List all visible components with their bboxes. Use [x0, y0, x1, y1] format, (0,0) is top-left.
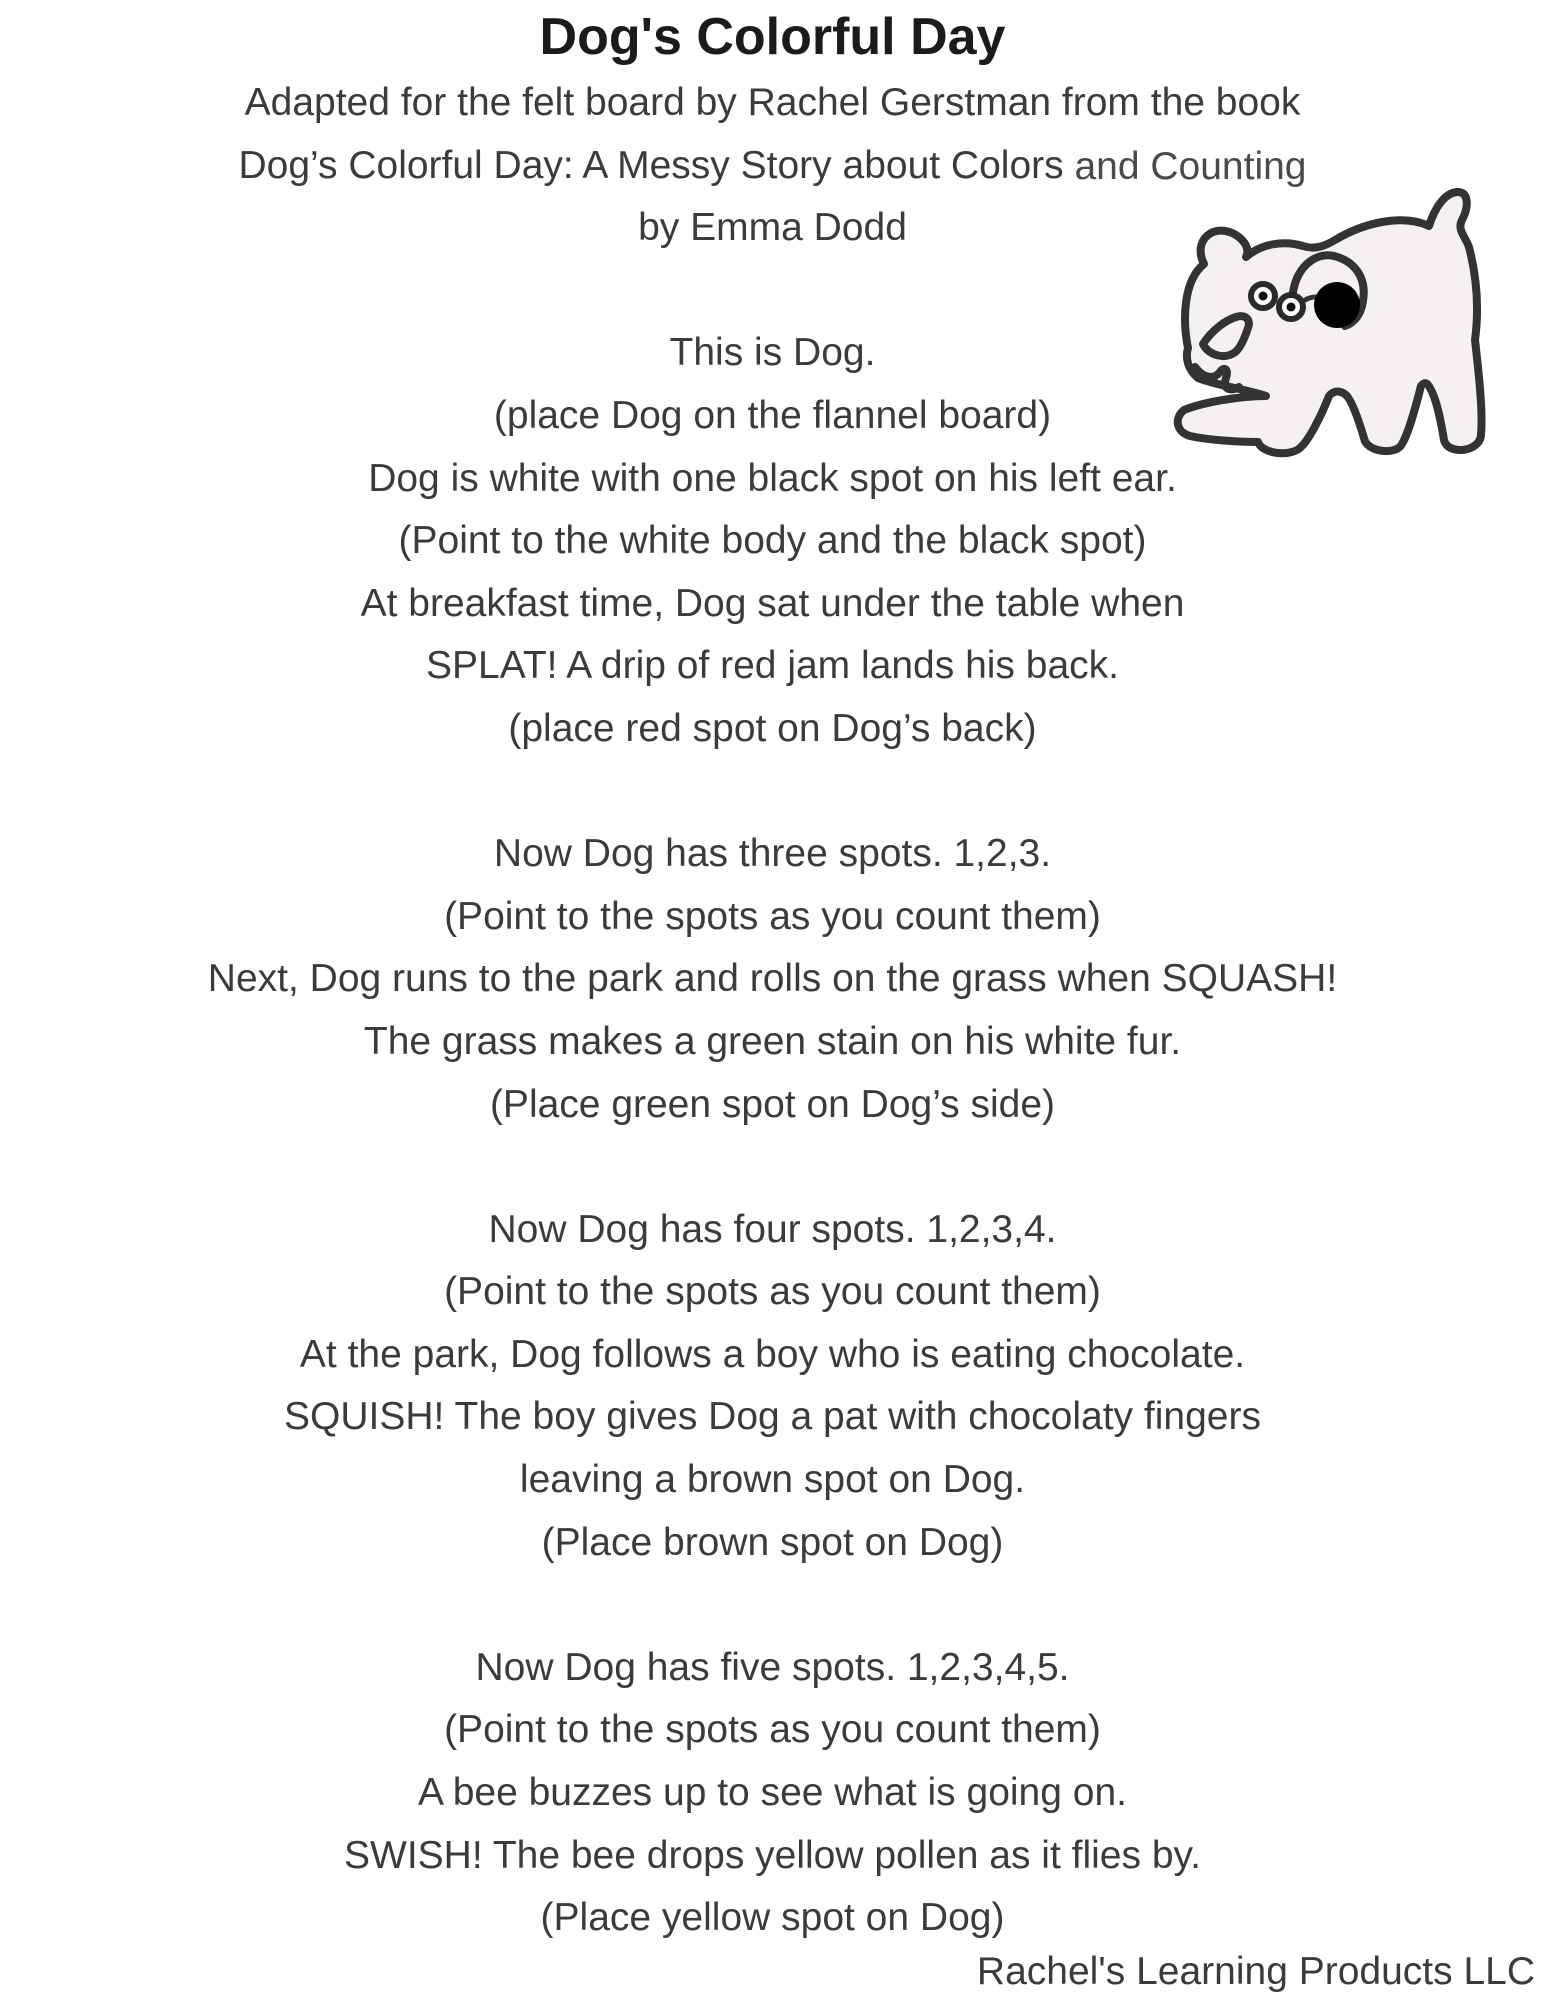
story-line: SWISH! The bee drops yellow pollen as it flies by. — [344, 1833, 1201, 1877]
story-line: SPLAT! A drip of red jam lands his back. — [426, 644, 1119, 688]
stage-direction: (Point to the white body and the black spot) — [398, 519, 1147, 563]
blank-line — [0, 1136, 1545, 1199]
dog-drawing-svg — [1100, 150, 1540, 480]
stage-direction: (Point to the spots as you count them) — [444, 1270, 1101, 1314]
stage-direction: (Place green spot on Dog’s side) — [489, 1082, 1056, 1126]
blank-line — [0, 1574, 1545, 1637]
story-line: At the park, Dog follows a boy who is eating chocolate. — [299, 1332, 1246, 1376]
stage-direction: (Point to the spots as you count them) — [444, 894, 1101, 938]
story-line: A bee buzzes up to see what is going on. — [418, 1771, 1127, 1815]
footer-credit: Rachel's Learning Products LLC — [976, 1949, 1535, 1993]
story-line: At breakfast time, Dog sat under the table when — [360, 581, 1185, 625]
dog-pupil-left — [1259, 292, 1268, 301]
story-line: Now Dog has four spots. 1,2,3,4. — [488, 1207, 1057, 1251]
dog-illustration — [1100, 150, 1540, 480]
blank-line — [0, 761, 1545, 824]
author-byline: by Emma Dodd — [638, 206, 907, 250]
story-line: The grass makes a green stain on his white fur. — [363, 1019, 1182, 1063]
story-line: SQUISH! The boy gives Dog a pat with chocolaty fingers — [284, 1395, 1261, 1439]
stage-direction: (Point to the spots as you count them) — [444, 1708, 1101, 1752]
page-title: Dog's Colorful Day — [539, 8, 1006, 66]
dog-pupil-right — [1287, 303, 1296, 312]
story-line: Dog is white with one black spot on his left ear. — [368, 456, 1177, 500]
story-line: Now Dog has three spots. 1,2,3. — [493, 832, 1052, 876]
dog-black-ear-spot — [1314, 282, 1360, 328]
story-line: leaving a brown spot on Dog. — [519, 1458, 1026, 1502]
story-line: Next, Dog runs to the park and rolls on the grass when SQUASH! — [207, 957, 1338, 1001]
stage-direction: (place Dog on the flannel board) — [493, 393, 1052, 437]
story-line: This is Dog. — [669, 331, 876, 375]
book-title-obscured: and Counting — [1074, 144, 1307, 188]
adaptation-credit: Adapted for the felt board by Rachel Gerstman from the book — [244, 81, 1301, 124]
stage-direction: (place red spot on Dog’s back) — [508, 706, 1037, 750]
stage-direction: (Place yellow spot on Dog) — [540, 1896, 1005, 1940]
story-line: Now Dog has five spots. 1,2,3,4,5. — [475, 1645, 1070, 1689]
book-title-visible: Dog’s Colorful Day: A Messy Story about Colors — [238, 143, 1075, 187]
stage-direction: (Place brown spot on Dog) — [541, 1520, 1004, 1564]
